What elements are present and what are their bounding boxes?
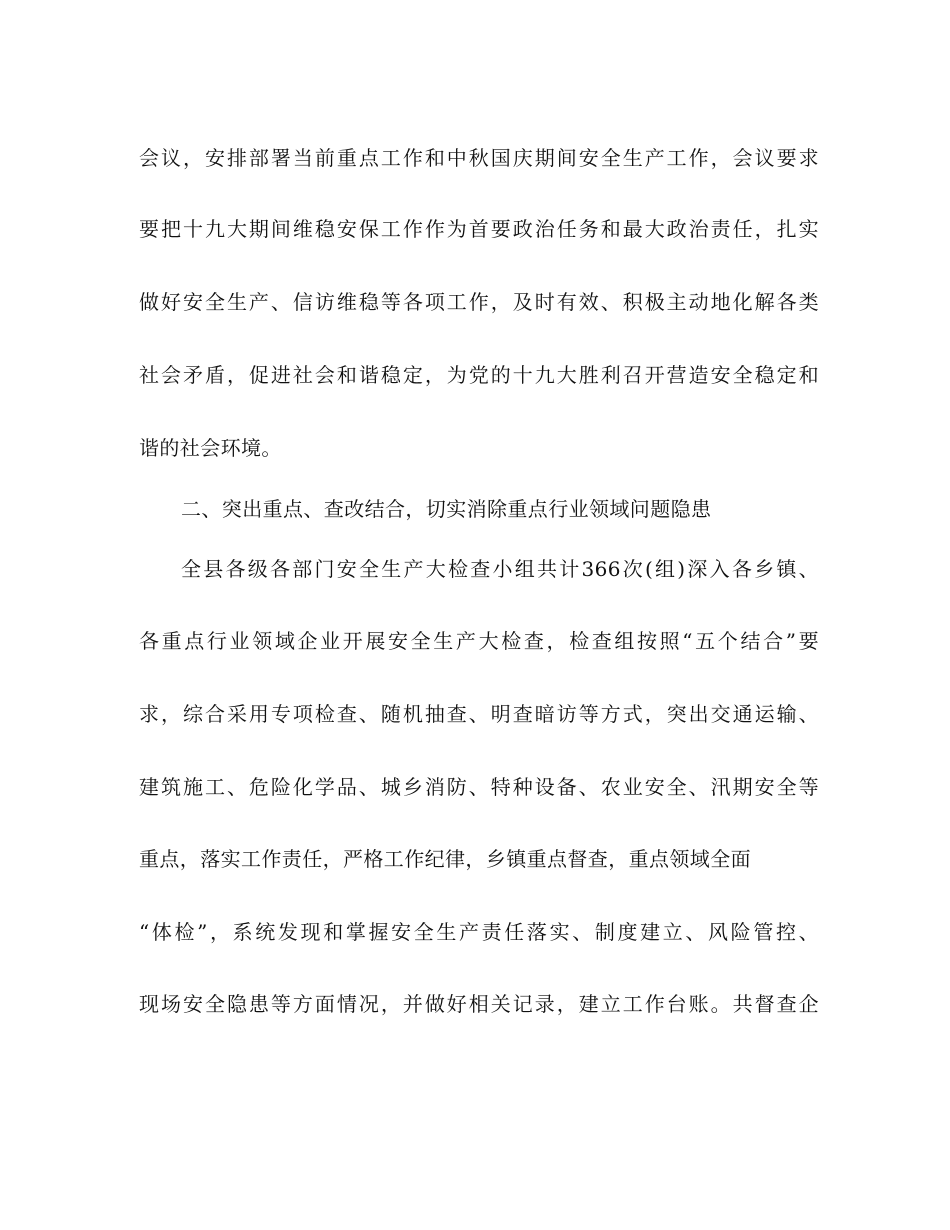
body-text-line: 建筑施工、危险化学品、城乡消防、特种设备、农业安全、汛期安全等 [139, 775, 819, 799]
body-text-line: 求，综合采用专项检查、随机抽查、明查暗访等方式，突出交通运输、 [139, 702, 819, 726]
body-text-line: 全县各级各部门安全生产大检查小组共计366次(组)深入各乡镇、 [181, 557, 819, 581]
section-heading: 二、突出重点、查改结合，切实消除重点行业领域问题隐患 [181, 497, 712, 521]
body-text-line: 重点，落实工作责任，严格工作纪律，乡镇重点督查，重点领域全面 [139, 847, 751, 871]
body-text-line: 谐的社会环境。 [139, 436, 282, 460]
body-text-line: “体检”，系统发现和掌握安全生产责任落实、制度建立、风险管控、 [139, 920, 819, 944]
body-text-line: 社会矛盾，促进社会和谐稳定，为党的十九大胜利召开营造安全稳定和 [139, 363, 819, 387]
body-text-line: 要把十九大期间维稳安保工作作为首要政治任务和最大政治责任，扎实 [139, 217, 819, 241]
body-text-line: 会议，安排部署当前重点工作和中秋国庆期间安全生产工作，会议要求 [139, 146, 819, 170]
body-text-line: 做好安全生产、信访维稳等各项工作，及时有效、积极主动地化解各类 [139, 290, 819, 314]
body-text-line: 现场安全隐患等方面情况，并做好相关记录，建立工作台账。共督查企 [139, 992, 819, 1016]
body-text-line: 各重点行业领域企业开展安全生产大检查，检查组按照“五个结合”要 [139, 629, 819, 653]
